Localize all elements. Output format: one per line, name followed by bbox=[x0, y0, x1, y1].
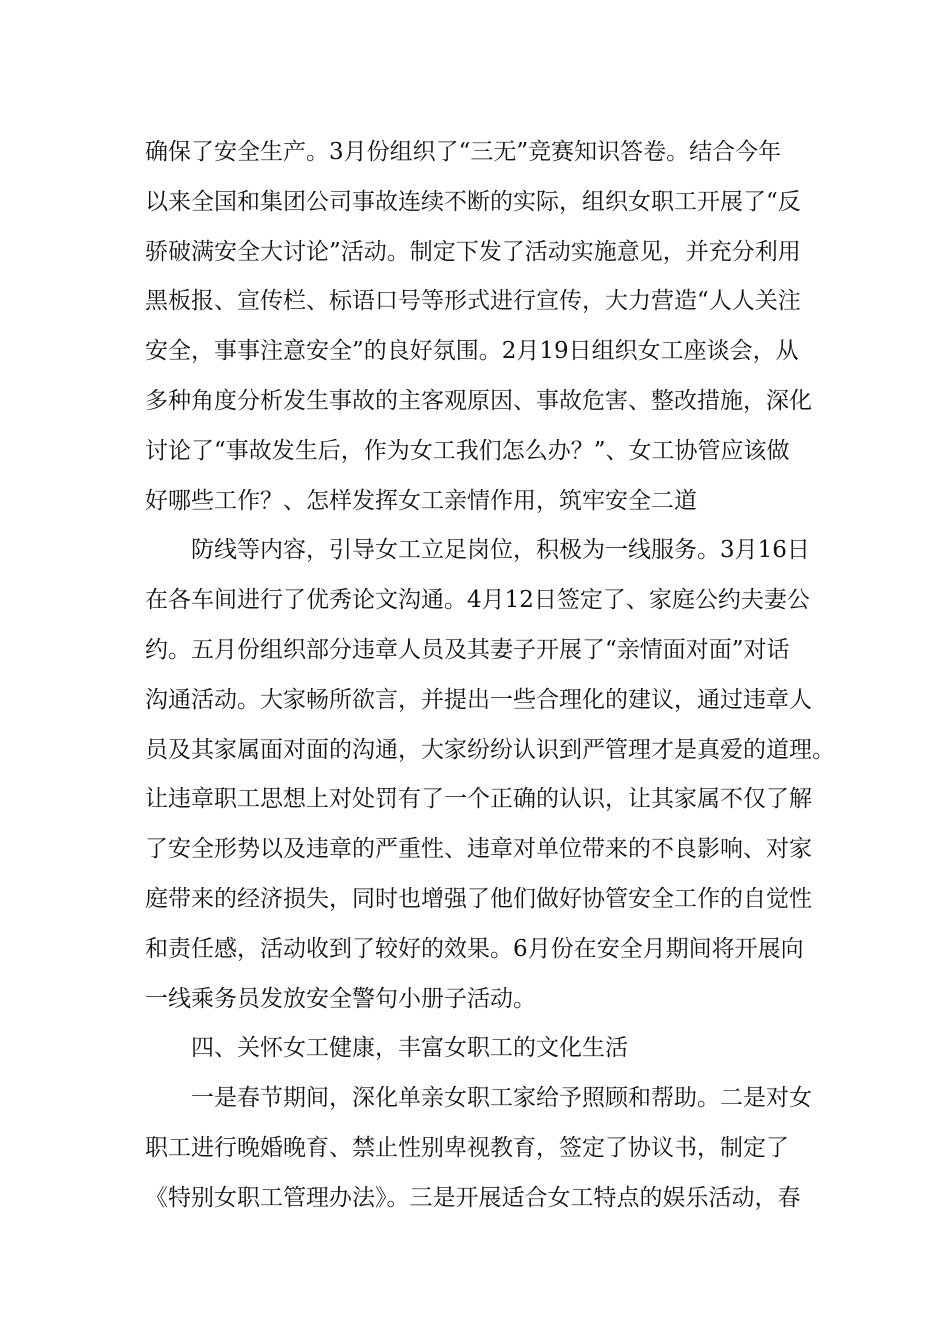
text-line: 了安全形势以及违章的严重性、违章对单位带来的不良影响、对家 bbox=[145, 836, 812, 863]
text-line: 在各车间进行了优秀论文沟通。4月12日签定了、家庭公约夫妻公 bbox=[145, 587, 810, 614]
heading-line: 四、关怀女工健康，丰富女职工的文化生活 bbox=[191, 1035, 628, 1062]
text-line: 让违章职工思想上对处罚有了一个正确的认识，让其家属不仅了解 bbox=[145, 786, 812, 813]
text-line: 骄破满安全大讨论”活动。制定下发了活动实施意见，并充分利用 bbox=[145, 238, 801, 265]
text-line: 《特别女职工管理办法》。三是开展适合女工特点的娱乐活动，春 bbox=[145, 1184, 801, 1211]
text-line: 确保了安全生产。3月份组织了“三无”竞赛知识答卷。结合今年 bbox=[145, 139, 782, 165]
paragraph-defense-line bbox=[145, 526, 835, 1024]
text-line: 安全，事事注意安全”的良好氛围。2月19日组织女工座谈会，从 bbox=[145, 338, 799, 365]
text-line: 以来全国和集团公司事故连续不断的实际，组织女职工开展了“反 bbox=[145, 188, 801, 215]
text-line: 庭带来的经济损失，同时也增强了他们做好协管安全工作的自觉性 bbox=[145, 885, 812, 912]
text-line: 多种角度分析发生事故的主客观原因、事故危害、整改措施，深化 bbox=[145, 387, 812, 414]
text-line: 一线乘务员发放安全警句小册子活动。 bbox=[145, 985, 536, 1012]
paragraph-safety-activities bbox=[145, 128, 815, 526]
text-line: 讨论了“事故发生后，作为女工我们怎么办？”、女工协管应该做 bbox=[145, 437, 790, 464]
text-line: 黑板报、宣传栏、标语口号等形式进行宣传，大力营造“人人关注 bbox=[145, 288, 801, 315]
text-line: 好哪些工作？、怎样发挥女工亲情作用，筑牢安全二道 bbox=[145, 487, 697, 514]
section-heading bbox=[145, 1024, 815, 1074]
text-line: 一是春节期间，深化单亲女职工家给予照顾和帮助。二是对女 bbox=[191, 1085, 812, 1112]
text-line: 约。五月份组织部分违章人员及其妻子开展了“亲情面对面”对话 bbox=[145, 636, 790, 663]
document-body bbox=[145, 128, 835, 1224]
text-line: 防线等内容，引导女工立足岗位，积极为一线服务。3月16日 bbox=[191, 537, 810, 564]
text-line: 沟通活动。大家畅所欲言，并提出一些合理化的建议，通过违章人 bbox=[145, 686, 812, 713]
paragraph-care-measures bbox=[145, 1074, 815, 1223]
text-line: 员及其家属面对面的沟通，大家纷纷认识到严管理才是真爱的道理。 bbox=[145, 736, 835, 763]
text-line: 职工进行晚婚晚育、禁止性别卑视教育，签定了协议书，制定了 bbox=[145, 1134, 789, 1161]
text-line: 和责任感，活动收到了较好的效果。6月份在安全月期间将开展向 bbox=[145, 935, 804, 962]
